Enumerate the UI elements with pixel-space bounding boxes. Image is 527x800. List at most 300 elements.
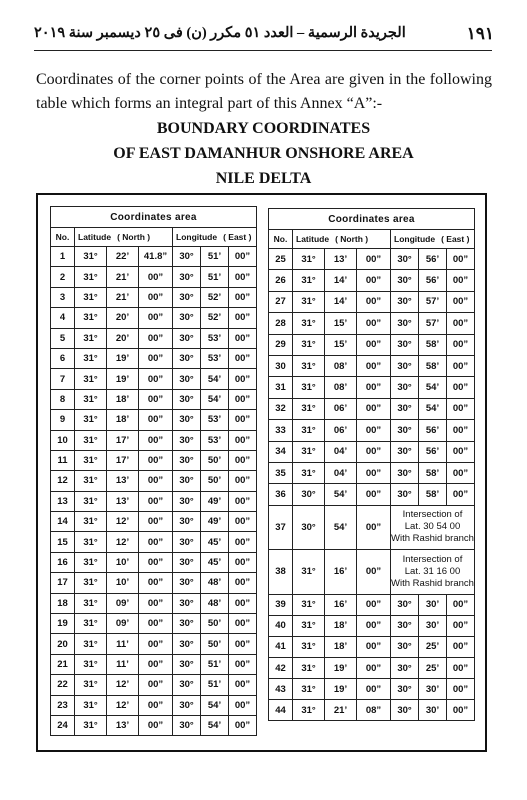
- lat-min: 14’: [325, 291, 357, 312]
- heading-region: NILE DELTA: [215, 170, 312, 187]
- coordinates-table-right: [268, 208, 475, 721]
- lat-deg: 31°: [293, 355, 325, 376]
- lon-min: 25’: [419, 636, 447, 657]
- table-row: [51, 287, 257, 307]
- table-row: [51, 247, 257, 267]
- lat-deg: 31°: [75, 308, 107, 328]
- lat-deg: 31°: [293, 636, 325, 657]
- lat-min: 09’: [107, 593, 139, 613]
- lon-sec: 00”: [447, 657, 475, 678]
- point-no: 10: [51, 430, 75, 450]
- lat-min: 20’: [107, 308, 139, 328]
- lat-deg: 30°: [293, 484, 325, 505]
- lat-min: 21’: [107, 267, 139, 287]
- lat-min: 10’: [107, 573, 139, 593]
- lon-sec: 00”: [447, 615, 475, 636]
- latitude-label: Latitude: [296, 234, 330, 244]
- lat-deg: 31°: [75, 389, 107, 409]
- lon-sec: 00”: [447, 334, 475, 355]
- table-row: [51, 450, 257, 470]
- heading-boundary: BOUNDARY COORDINATES: [156, 120, 371, 137]
- lat-sec: 41.8”: [139, 247, 173, 267]
- lon-min: 58’: [419, 355, 447, 376]
- lon-deg: 30°: [173, 573, 201, 593]
- lat-min: 08’: [325, 355, 357, 376]
- col-header-no: No.: [51, 228, 75, 247]
- page-number: ١٩١: [466, 24, 494, 43]
- lon-sec: 00”: [447, 594, 475, 615]
- table-row: [269, 657, 475, 678]
- longitude-direction: ( East ): [441, 234, 470, 244]
- lon-deg: 30°: [173, 369, 201, 389]
- lat-deg: 31°: [75, 573, 107, 593]
- table-caption: Coordinates area: [51, 207, 257, 228]
- lon-min: 58’: [419, 484, 447, 505]
- point-no: 15: [51, 532, 75, 552]
- lat-sec: 00”: [139, 573, 173, 593]
- lon-sec: 00”: [229, 369, 257, 389]
- intersection-note: Intersection of Lat. 30 54 00 With Rashid branch: [391, 505, 475, 550]
- point-no: 7: [51, 369, 75, 389]
- latitude-label: Latitude: [78, 232, 112, 242]
- lon-sec: 00”: [447, 398, 475, 419]
- lon-sec: 00”: [229, 573, 257, 593]
- lon-deg: 30°: [173, 267, 201, 287]
- table-row: [269, 636, 475, 657]
- lat-deg: 31°: [75, 654, 107, 674]
- lat-sec: 00”: [139, 695, 173, 715]
- table-row: [269, 377, 475, 398]
- lat-min: 18’: [107, 389, 139, 409]
- table-row: [51, 471, 257, 491]
- lat-sec: 08”: [357, 700, 391, 721]
- lon-deg: 30°: [173, 593, 201, 613]
- lat-min: 16’: [325, 550, 357, 595]
- point-no: 14: [51, 512, 75, 532]
- table-row: [269, 313, 475, 334]
- lat-min: 19’: [325, 657, 357, 678]
- lat-sec: 00”: [139, 430, 173, 450]
- lon-sec: 00”: [229, 287, 257, 307]
- lon-min: 54’: [201, 389, 229, 409]
- lon-sec: 00”: [447, 291, 475, 312]
- point-no: 32: [269, 398, 293, 419]
- lon-deg: 30°: [173, 247, 201, 267]
- lon-min: 53’: [201, 328, 229, 348]
- col-header-latitude: [75, 228, 173, 247]
- latitude-direction: ( North ): [117, 232, 151, 242]
- lon-deg: 30°: [173, 328, 201, 348]
- lon-min: 56’: [419, 270, 447, 291]
- point-no: 34: [269, 441, 293, 462]
- lat-deg: 31°: [293, 249, 325, 270]
- lon-sec: 00”: [447, 700, 475, 721]
- lon-sec: 00”: [447, 420, 475, 441]
- lat-min: 19’: [325, 679, 357, 700]
- lat-min: 13’: [325, 249, 357, 270]
- intro-line-1: Coordinates of the corner points of the Area are given in the following: [36, 71, 492, 88]
- lat-sec: 00”: [357, 355, 391, 376]
- lat-min: 17’: [107, 450, 139, 470]
- caption-row: [269, 209, 475, 230]
- lon-sec: 00”: [229, 247, 257, 267]
- lon-sec: 00”: [229, 389, 257, 409]
- lat-min: 19’: [107, 348, 139, 368]
- lon-deg: 30°: [391, 636, 419, 657]
- lat-sec: 00”: [139, 654, 173, 674]
- table-row: [51, 573, 257, 593]
- longitude-direction: ( East ): [223, 232, 252, 242]
- header-divider: [34, 50, 492, 51]
- lon-min: 50’: [201, 634, 229, 654]
- lon-deg: 30°: [391, 441, 419, 462]
- lat-min: 18’: [325, 615, 357, 636]
- coordinates-table-left: [50, 206, 257, 736]
- lat-sec: 00”: [357, 484, 391, 505]
- lon-sec: 00”: [229, 512, 257, 532]
- table-row: [269, 484, 475, 505]
- lon-deg: 30°: [391, 313, 419, 334]
- lon-min: 53’: [201, 430, 229, 450]
- lat-min: 04’: [325, 441, 357, 462]
- lat-min: 11’: [107, 634, 139, 654]
- lat-deg: 31°: [293, 270, 325, 291]
- table-row: [51, 634, 257, 654]
- lon-sec: 00”: [229, 328, 257, 348]
- lat-sec: 00”: [357, 594, 391, 615]
- point-no: 37: [269, 505, 293, 550]
- lon-deg: 30°: [173, 675, 201, 695]
- lon-deg: 30°: [391, 334, 419, 355]
- lat-sec: 00”: [357, 377, 391, 398]
- table-row: [51, 593, 257, 613]
- lat-sec: 00”: [139, 410, 173, 430]
- latitude-direction: ( North ): [335, 234, 369, 244]
- point-no: 42: [269, 657, 293, 678]
- table-row: [269, 398, 475, 419]
- table-row: [269, 355, 475, 376]
- lat-deg: 31°: [293, 594, 325, 615]
- lon-deg: 30°: [391, 291, 419, 312]
- lat-min: 13’: [107, 491, 139, 511]
- lat-deg: 31°: [293, 420, 325, 441]
- column-header-row: [51, 228, 257, 247]
- lon-min: 51’: [201, 267, 229, 287]
- lon-deg: 30°: [391, 594, 419, 615]
- lat-sec: 00”: [357, 462, 391, 483]
- point-no: 1: [51, 247, 75, 267]
- lat-min: 19’: [107, 369, 139, 389]
- lat-sec: 00”: [139, 532, 173, 552]
- point-no: 39: [269, 594, 293, 615]
- table-row: [51, 614, 257, 634]
- lon-deg: 30°: [173, 308, 201, 328]
- lon-min: 45’: [201, 532, 229, 552]
- lat-deg: 31°: [75, 348, 107, 368]
- lat-deg: 31°: [75, 287, 107, 307]
- lat-sec: 00”: [139, 491, 173, 511]
- lat-min: 06’: [325, 398, 357, 419]
- table-row: [51, 532, 257, 552]
- table-row: [51, 491, 257, 511]
- lon-deg: 30°: [391, 657, 419, 678]
- lat-deg: 31°: [75, 369, 107, 389]
- lon-deg: 30°: [391, 420, 419, 441]
- lat-sec: 00”: [139, 369, 173, 389]
- lat-sec: 00”: [139, 715, 173, 735]
- lon-deg: 30°: [391, 270, 419, 291]
- lat-min: 12’: [107, 532, 139, 552]
- lon-min: 51’: [201, 247, 229, 267]
- point-no: 30: [269, 355, 293, 376]
- lon-sec: 00”: [447, 441, 475, 462]
- point-no: 18: [51, 593, 75, 613]
- lat-deg: 31°: [293, 462, 325, 483]
- lat-sec: 00”: [139, 389, 173, 409]
- lon-min: 52’: [201, 287, 229, 307]
- point-no: 41: [269, 636, 293, 657]
- lon-deg: 30°: [173, 695, 201, 715]
- lon-min: 30’: [419, 700, 447, 721]
- gazette-title: الجريدة الرسمية – العدد ٥١ مكرر (ن) فى ٢٥ ديسمبر سنة ٢٠١٩: [34, 25, 406, 41]
- point-no: 3: [51, 287, 75, 307]
- lat-deg: 31°: [75, 715, 107, 735]
- lon-min: 54’: [419, 377, 447, 398]
- point-no: 33: [269, 420, 293, 441]
- lon-min: 58’: [419, 334, 447, 355]
- lon-deg: 30°: [391, 679, 419, 700]
- table-row: [51, 369, 257, 389]
- point-no: 44: [269, 700, 293, 721]
- lat-deg: 31°: [293, 679, 325, 700]
- lat-sec: 00”: [139, 450, 173, 470]
- lon-sec: 00”: [229, 654, 257, 674]
- lon-sec: 00”: [229, 614, 257, 634]
- lon-deg: 30°: [391, 355, 419, 376]
- lat-min: 13’: [107, 471, 139, 491]
- lat-min: 09’: [107, 614, 139, 634]
- lat-min: 14’: [325, 270, 357, 291]
- lon-sec: 00”: [229, 593, 257, 613]
- point-no: 22: [51, 675, 75, 695]
- lon-sec: 00”: [229, 634, 257, 654]
- lon-sec: 00”: [229, 532, 257, 552]
- lat-min: 17’: [107, 430, 139, 450]
- table-row: [269, 334, 475, 355]
- lon-sec: 00”: [229, 471, 257, 491]
- lat-deg: 31°: [75, 328, 107, 348]
- lon-min: 50’: [201, 614, 229, 634]
- lat-min: 54’: [325, 484, 357, 505]
- lat-sec: 00”: [357, 270, 391, 291]
- lon-deg: 30°: [173, 389, 201, 409]
- point-no: 17: [51, 573, 75, 593]
- gazette-header: [34, 22, 494, 46]
- lon-min: 30’: [419, 594, 447, 615]
- table-row: [269, 291, 475, 312]
- col-header-no: No.: [269, 230, 293, 249]
- lon-sec: 00”: [229, 430, 257, 450]
- lon-sec: 00”: [229, 715, 257, 735]
- lon-sec: 00”: [447, 636, 475, 657]
- table-row: [51, 348, 257, 368]
- lat-deg: 31°: [75, 695, 107, 715]
- point-no: 4: [51, 308, 75, 328]
- lat-deg: 31°: [75, 410, 107, 430]
- lon-min: 57’: [419, 313, 447, 334]
- lon-min: 54’: [201, 369, 229, 389]
- lat-sec: 00”: [357, 420, 391, 441]
- lat-min: 15’: [325, 313, 357, 334]
- lon-min: 49’: [201, 491, 229, 511]
- lat-sec: 00”: [139, 308, 173, 328]
- lon-min: 56’: [419, 441, 447, 462]
- longitude-label: Longitude: [176, 232, 218, 242]
- table-row: [269, 505, 475, 550]
- lat-deg: 31°: [293, 291, 325, 312]
- lon-deg: 30°: [173, 614, 201, 634]
- lon-deg: 30°: [173, 471, 201, 491]
- lat-sec: 00”: [357, 550, 391, 595]
- lat-sec: 00”: [139, 675, 173, 695]
- lon-min: 25’: [419, 657, 447, 678]
- lon-sec: 00”: [447, 355, 475, 376]
- lat-sec: 00”: [357, 441, 391, 462]
- lat-sec: 00”: [357, 291, 391, 312]
- lon-min: 48’: [201, 593, 229, 613]
- lat-sec: 00”: [357, 679, 391, 700]
- point-no: 28: [269, 313, 293, 334]
- table-row: [269, 550, 475, 595]
- point-no: 26: [269, 270, 293, 291]
- intro-paragraph: [36, 68, 492, 116]
- table-row: [51, 715, 257, 735]
- point-no: 11: [51, 450, 75, 470]
- lat-min: 21’: [325, 700, 357, 721]
- lat-deg: 31°: [293, 441, 325, 462]
- table-row: [269, 270, 475, 291]
- lat-deg: 31°: [75, 491, 107, 511]
- table-row: [51, 695, 257, 715]
- table-row: [51, 512, 257, 532]
- lat-sec: 00”: [357, 636, 391, 657]
- point-no: 23: [51, 695, 75, 715]
- lon-sec: 00”: [447, 249, 475, 270]
- lon-sec: 00”: [447, 462, 475, 483]
- lon-sec: 00”: [447, 484, 475, 505]
- point-no: 2: [51, 267, 75, 287]
- lat-deg: 31°: [75, 634, 107, 654]
- point-no: 13: [51, 491, 75, 511]
- lat-deg: 31°: [293, 377, 325, 398]
- lon-deg: 30°: [173, 532, 201, 552]
- lon-deg: 30°: [173, 287, 201, 307]
- lon-sec: 00”: [229, 675, 257, 695]
- lat-deg: 31°: [293, 700, 325, 721]
- lat-min: 54’: [325, 505, 357, 550]
- lat-deg: 31°: [75, 471, 107, 491]
- lat-min: 15’: [325, 334, 357, 355]
- intro-line-2: table which forms an integral part of this Annex “A”:-: [36, 95, 383, 112]
- table-row: [269, 679, 475, 700]
- lon-min: 53’: [201, 348, 229, 368]
- point-no: 5: [51, 328, 75, 348]
- point-no: 36: [269, 484, 293, 505]
- lat-sec: 00”: [357, 334, 391, 355]
- lat-sec: 00”: [139, 552, 173, 572]
- table-row: [51, 430, 257, 450]
- lon-deg: 30°: [173, 491, 201, 511]
- table-row: [269, 462, 475, 483]
- point-no: 29: [269, 334, 293, 355]
- lat-deg: 31°: [293, 550, 325, 595]
- lat-min: 20’: [107, 328, 139, 348]
- lon-min: 53’: [201, 410, 229, 430]
- lon-min: 51’: [201, 654, 229, 674]
- lat-sec: 00”: [357, 398, 391, 419]
- lon-deg: 30°: [173, 410, 201, 430]
- point-no: 25: [269, 249, 293, 270]
- lat-min: 16’: [325, 594, 357, 615]
- lat-min: 13’: [107, 715, 139, 735]
- table-row: [269, 615, 475, 636]
- lat-sec: 00”: [139, 348, 173, 368]
- lat-min: 11’: [107, 654, 139, 674]
- lon-min: 56’: [419, 420, 447, 441]
- lon-sec: 00”: [229, 308, 257, 328]
- lat-sec: 00”: [357, 249, 391, 270]
- point-no: 6: [51, 348, 75, 368]
- heading-area: OF EAST DAMANHUR ONSHORE AREA: [113, 145, 414, 162]
- longitude-label: Longitude: [394, 234, 436, 244]
- lat-deg: 31°: [75, 552, 107, 572]
- lat-sec: 00”: [357, 313, 391, 334]
- lat-sec: 00”: [139, 328, 173, 348]
- lon-sec: 00”: [447, 377, 475, 398]
- lat-deg: 31°: [75, 614, 107, 634]
- table-row: [51, 328, 257, 348]
- point-no: 20: [51, 634, 75, 654]
- lon-sec: 00”: [229, 267, 257, 287]
- point-no: 43: [269, 679, 293, 700]
- lat-deg: 31°: [75, 512, 107, 532]
- lon-sec: 00”: [229, 348, 257, 368]
- lon-min: 50’: [201, 450, 229, 470]
- lat-deg: 31°: [75, 267, 107, 287]
- table-row: [51, 308, 257, 328]
- lon-min: 51’: [201, 675, 229, 695]
- col-header-longitude: [391, 230, 475, 249]
- lon-min: 58’: [419, 462, 447, 483]
- point-no: 27: [269, 291, 293, 312]
- lat-sec: 00”: [139, 267, 173, 287]
- lon-deg: 30°: [391, 462, 419, 483]
- lon-min: 48’: [201, 573, 229, 593]
- lon-deg: 30°: [391, 249, 419, 270]
- lat-sec: 00”: [139, 614, 173, 634]
- lon-deg: 30°: [173, 634, 201, 654]
- lat-min: 04’: [325, 462, 357, 483]
- lat-deg: 30°: [293, 505, 325, 550]
- lon-sec: 00”: [229, 491, 257, 511]
- table-row: [51, 267, 257, 287]
- lon-deg: 30°: [173, 552, 201, 572]
- lat-deg: 31°: [293, 398, 325, 419]
- lon-min: 30’: [419, 679, 447, 700]
- lat-sec: 00”: [139, 593, 173, 613]
- lon-sec: 00”: [229, 450, 257, 470]
- lat-deg: 31°: [75, 593, 107, 613]
